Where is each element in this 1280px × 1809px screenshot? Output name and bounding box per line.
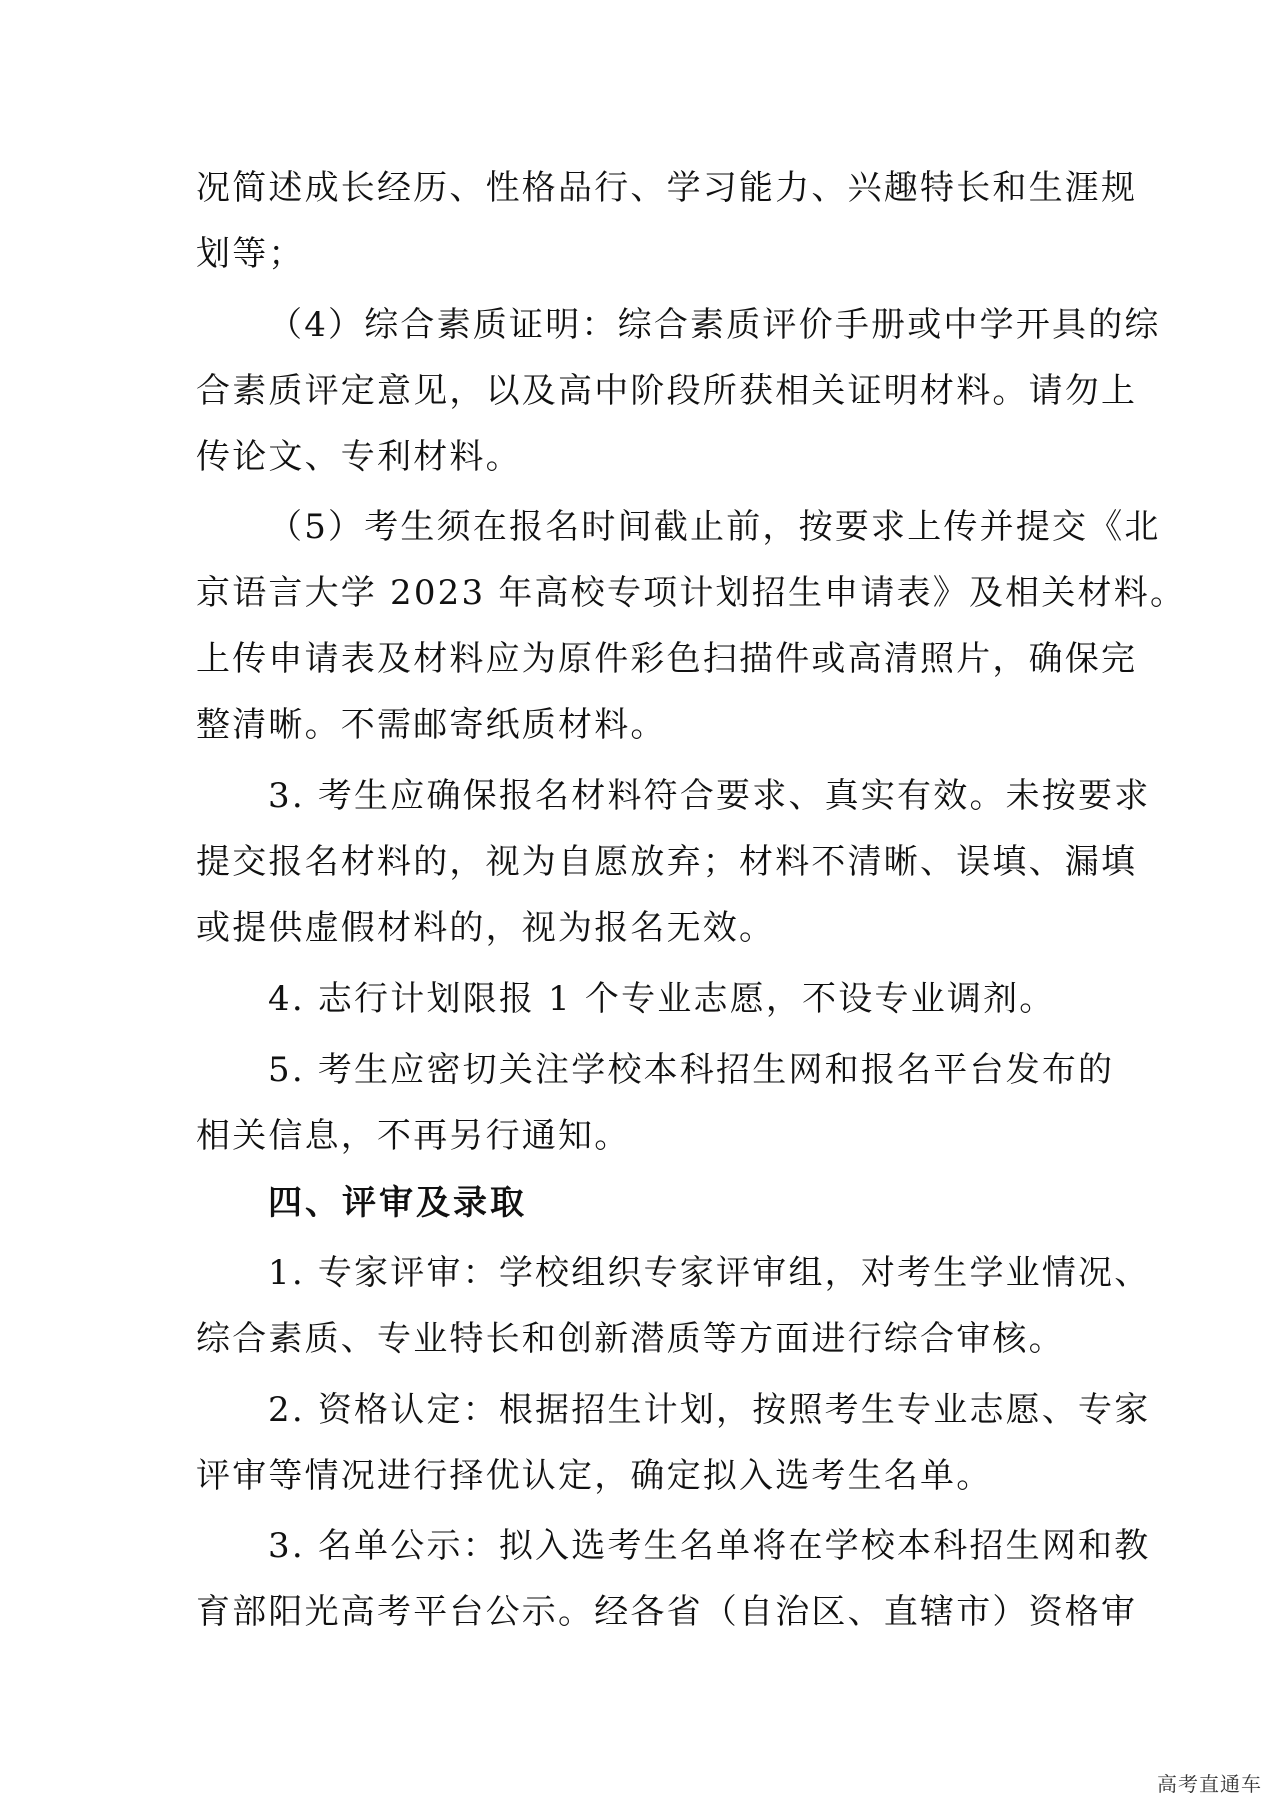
paragraph-line: 2. 资格认定：根据招生计划，按照考生专业志愿、专家 xyxy=(268,1390,1151,1430)
paragraph-line: （5）考生须在报名时间截止前，按要求上传并提交《北 xyxy=(268,507,1161,547)
paragraph-line: 或提供虚假材料的，视为报名无效。 xyxy=(196,908,776,948)
paragraph-line: 京语言大学 2023 年高校专项计划招生申请表》及相关材料。 xyxy=(196,573,1187,613)
paragraph-line: 3. 名单公示：拟入选考生名单将在学校本科招生网和教 xyxy=(268,1526,1151,1566)
paragraph-line: 传论文、专利材料。 xyxy=(196,437,522,477)
paragraph-line: 整清晰。不需邮寄纸质材料。 xyxy=(196,705,667,745)
paragraph-line: 4. 志行计划限报 1 个专业志愿，不设专业调剂。 xyxy=(268,979,1056,1019)
paragraph-line: 综合素质、专业特长和创新潜质等方面进行综合审核。 xyxy=(196,1319,1065,1359)
section-heading: 四、评审及录取 xyxy=(268,1183,527,1223)
paragraph-line: 5. 考生应密切关注学校本科招生网和报名平台发布的 xyxy=(268,1050,1115,1090)
paragraph-line: 况简述成长经历、性格品行、学习能力、兴趣特长和生涯规 xyxy=(196,168,1138,208)
paragraph-line: 划等； xyxy=(196,234,305,274)
paragraph-line: 评审等情况进行择优认定，确定拟入选考生名单。 xyxy=(196,1456,993,1496)
paragraph-line: 上传申请表及材料应为原件彩色扫描件或高清照片，确保完 xyxy=(196,639,1138,679)
paragraph-line: 3. 考生应确保报名材料符合要求、真实有效。未按要求 xyxy=(268,776,1151,816)
paragraph-line: 提交报名材料的，视为自愿放弃；材料不清晰、误填、漏填 xyxy=(196,842,1138,882)
paragraph-line: 相关信息，不再另行通知。 xyxy=(196,1116,631,1156)
paragraph-line: 育部阳光高考平台公示。经各省（自治区、直辖市）资格审 xyxy=(196,1592,1138,1632)
paragraph-line: （4）综合素质证明：综合素质评价手册或中学开具的综 xyxy=(268,305,1161,345)
paragraph-line: 合素质评定意见，以及高中阶段所获相关证明材料。请勿上 xyxy=(196,371,1138,411)
watermark-text: 高考直通车 xyxy=(1157,1772,1262,1796)
paragraph-line: 1. 专家评审：学校组织专家评审组，对考生学业情况、 xyxy=(268,1253,1151,1293)
